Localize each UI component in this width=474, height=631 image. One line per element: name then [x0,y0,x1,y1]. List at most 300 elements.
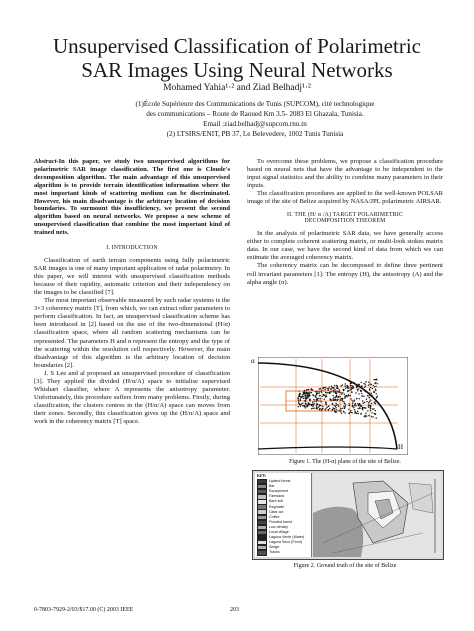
scatter-point [313,399,314,400]
scatter-point [370,410,371,411]
scatter-point [321,392,322,393]
scatter-point [347,385,348,386]
scatter-point [365,386,366,387]
scatter-point [359,398,360,399]
scatter-point [319,395,320,396]
scatter-point [377,395,378,396]
scatter-point [367,395,368,396]
scatter-point [365,415,366,416]
scatter-point [313,403,314,404]
scatter-point [313,407,314,408]
scatter-point [306,406,307,407]
scatter-point [339,389,340,390]
scatter-point [303,398,304,399]
scatter-point [365,381,366,382]
scatter-point [316,405,317,406]
scatter-point [375,414,376,415]
scatter-point [336,407,337,408]
scatter-point [350,398,351,399]
scatter-point [372,408,373,409]
scatter-point [317,398,318,399]
scatter-point [352,401,353,402]
scatter-point [374,402,375,403]
scatter-point [347,387,348,388]
decomposition-body [247,230,443,286]
legend-label: Bare soil [269,499,283,504]
scatter-point [361,395,362,396]
scatter-point [325,389,326,390]
scatter-point [369,397,370,398]
scatter-point [357,389,358,390]
scatter-point [353,400,354,401]
scatter-point [357,411,358,412]
scatter-point [326,396,327,397]
scatter-point [345,388,346,389]
scatter-point [328,409,329,410]
scatter-point [308,396,309,397]
scatter-point [362,409,363,410]
scatter-point [325,387,326,388]
scatter-point [322,408,323,409]
scatter-point [335,393,336,394]
scatter-point [356,398,357,399]
abstract-text: In this paper, we study two unsupervised algorithms for polarimetric SAR image classification. The first one is Cloude's decomposition algorithm. The main advantage of this unsupervised algorithm is to provide terrain identification information where the most important kinds of scattering medium can be discriminated. However, his main disadvantage is the arbitrary location of decision boundaries. To surmount this insufficiency, we present the second algorithm based on neural networks. We propose a new scheme of unsupervised classification that combine the most important kind of trained nets. [34,158,230,237]
legend-item [255,550,311,555]
scatter-point [355,392,356,393]
scatter-point [341,393,342,394]
scatter-point [366,401,367,402]
legend-label: Sedge [269,545,280,550]
scatter-point [363,383,364,384]
scatter-point [312,406,313,407]
scatter-point [375,410,376,411]
scatter-point [341,398,342,399]
scatter-point [328,406,329,407]
scatter-point [345,406,346,407]
scatter-point [299,396,300,397]
scatter-point [334,385,335,386]
scatter-point [363,402,364,403]
scatter-point [311,408,312,409]
scatter-point [344,408,345,409]
scatter-point [356,387,357,388]
scatter-point [316,407,317,408]
scatter-point [368,381,369,382]
intro-paragraph: J. S Lee and al proposed an unsupervised procedure of classification [3]. They applied the divided (H/α/A) space to initialise supervised Whishart classifier, where A represents the anisotropy parameter. Unfortunately, this procedure suffers from many problems. Firstly, during classification, the clusters centres in the (H/α/A) space can moves from their zones. Secondly, this classification gives up the (H/α/A) space and work in the coherency matrix [T] space. [34,369,230,425]
scatter-point [333,397,334,398]
scatter-point [361,382,362,383]
scatter-point [305,407,306,408]
scatter-point [311,392,312,393]
scatter-point [305,403,306,404]
abstract [34,158,230,237]
scatter-point [307,389,308,390]
right-paragraph: To overcome these problems, we propose a classification procedure based on neural nets that have the advantage to be independent to the input signal statistics and the ability to combine many parameters in their inputs. [247,158,443,190]
paper-title-line-1: Unsupervised Classification of Polarimetric [52,34,421,58]
scatter-point [375,386,376,387]
scatter-point [375,389,376,390]
scatter-point [309,403,310,404]
scatter-point [302,405,303,406]
scatter-point [367,410,368,411]
figure-2-caption: Figure 2. Ground truth of the site of Belize [293,563,397,569]
paper-title-line-2: SAR Images Using Neural Networks [81,58,393,82]
right-column [247,158,443,287]
scatter-point [333,395,334,396]
legend-key-title: KEY: [257,474,267,478]
scatter-point [305,395,306,396]
affiliation-email: Email :ziad.belhadj@supcom.rnu.tn [203,120,307,128]
scatter-point [352,403,353,404]
scatter-point [343,406,344,407]
scatter-point [335,397,336,398]
scatter-point [349,390,350,391]
scatter-point [336,404,337,405]
scatter-point [368,406,369,407]
scatter-point [366,399,367,400]
scatter-point [373,408,374,409]
scatter-point [351,400,352,401]
y-axis-label: α [251,357,255,365]
scatter-point [346,395,347,396]
scatter-point [337,404,338,405]
scatter-point [344,397,345,398]
scatter-point [338,406,339,407]
legend-label: Bar [269,484,275,489]
scatter-point [342,384,343,385]
scatter-point [325,392,326,393]
scatter-point [309,399,310,400]
scatter-point [338,392,339,393]
scatter-point [359,408,360,409]
scatter-point [332,409,333,410]
scatter-point [351,389,352,390]
scatter-point [365,384,366,385]
scatter-point [363,396,364,397]
scatter-point [332,404,333,405]
scatter-point [336,387,337,388]
scatter-point [327,388,328,389]
scatter-point [345,383,346,384]
scatter-point [302,394,303,395]
scatter-point [348,409,349,410]
scatter-point [326,402,327,403]
scatter-point [331,388,332,389]
legend-label: Regrowth [269,504,285,509]
figure-1-h-alpha-plane [251,357,408,455]
scatter-point [351,392,352,393]
scatter-point [350,410,351,411]
scatter-point [309,393,310,394]
scatter-point [327,407,328,408]
scatter-point [344,412,345,413]
section-heading-decomposition: II. THE (H/ α /A) TARGET POLARIMETRIC [286,212,404,219]
x-axis-label: H [398,443,404,451]
scatter-point [299,394,300,395]
scatter-point [355,405,356,406]
scatter-point [343,401,344,402]
scatter-point [354,411,355,412]
page-number: 203 [230,607,239,613]
scatter-point [336,391,337,392]
scatter-point [354,409,355,410]
scatter-point [299,404,300,405]
scatter-point [348,395,349,396]
scatter-point [325,395,326,396]
scatter-point [336,395,337,396]
scatter-point [369,401,370,402]
intro-paragraph: The most important observable measured by such radar systems is the 3×3 coherency matrix [T], from which, we can extract other parameters to perform classification. In fact, an unsupervised classification scheme has been introduced in [2] based on the use of the two-dimensional (H/α) classification space, where all random scattering mechanisms can be represented. The parameters H and α represent the entropy and the type of the scattering within the resolution cell respectively. However, the main disadvantage of this algorithm is the arbitrary location of decision boundaries [2]. [34,297,230,369]
scatter-point [373,379,374,380]
scatter-point [374,413,375,414]
legend-label: Coffee [269,514,280,519]
scatter-point [344,385,345,386]
scatter-point [354,404,355,405]
scatter-point [312,402,313,403]
scatter-point [319,405,320,406]
scatter-point [361,390,362,391]
scatter-point [330,399,331,400]
scatter-point [320,388,321,389]
legend-label: Laguna Verde (Water) [269,535,305,540]
scatter-point [370,408,371,409]
scatter-point [330,388,331,389]
scatter-point [370,387,371,388]
legend-label: Low density [269,524,288,529]
scatter-point [319,388,320,389]
scatter-point [349,412,350,413]
scatter-point [298,401,299,402]
scatter-point [345,405,346,406]
scatter-point [335,399,336,400]
scatter-point [371,403,372,404]
legend-label: Escarpment [269,489,289,494]
scatter-point [350,395,351,396]
scatter-point [376,393,377,394]
scatter-point [358,388,359,389]
scatter-point [311,404,312,405]
scatter-point [328,388,329,389]
scatter-point [342,408,343,409]
scatter-point [315,395,316,396]
scatter-point [316,399,317,400]
scatter-point [372,388,373,389]
scatter-point [359,404,360,405]
scatter-point [342,392,343,393]
scatter-point [375,379,376,380]
affiliation-line-2: des communications – Route de Raoued Km 3.5- 2083 El Ghazala, Tunisia. [146,110,364,118]
scatter-point [316,401,317,402]
scatter-point [352,406,353,407]
legend-label: Farmland [269,494,285,499]
scatter-point [373,385,374,386]
h-alpha-plot [258,357,408,455]
scatter-point [325,408,326,409]
scatter-point [305,398,306,399]
scatter-point [316,393,317,394]
scatter-point [300,406,301,407]
legend-panel [255,473,312,557]
scatter-point [298,400,299,401]
affiliation-line-1: (1)École Supérieure des Communications de Tunis (SUPCOM), cité technologique [135,100,375,108]
scatter-point [357,390,358,391]
decomposition-paragraph: The coherency matrix can be decomposed to define three pertinent roll invariant parameters [1]: The entropy (H), the anisotropy (A) and the alpha angle (α). [247,262,443,286]
legend-list [255,479,311,555]
scatter-point [343,411,344,412]
legend-label: Flooded forest [269,519,292,524]
legend-label: Clear cut [269,509,284,514]
scatter-point [304,405,305,406]
scatter-point [353,407,354,408]
scatter-point [303,393,304,394]
scatter-point [361,385,362,386]
scatter-point [376,417,377,418]
scatter-point [348,390,349,391]
scatter-point [331,386,332,387]
scatter-point [340,408,341,409]
scatter-point [303,391,304,392]
section-heading-introduction: I. INTRODUCTION [106,245,158,252]
scatter-point [300,398,301,399]
decomposition-paragraph: In the analysis of polarimetric SAR data, we have generally access either to complete coherent scattering matrix, or multi-look stokes matrix data. In our case, we have the second kind of data from which we can estimate the averaged coherency matrix. [247,230,443,262]
scatter-point [370,407,371,408]
scatter-point [353,386,354,387]
scatter-point [368,405,369,406]
scatter-point [337,399,338,400]
scatter-point [327,392,328,393]
scatter-point [336,412,337,413]
scatter-point [341,385,342,386]
scatter-point [372,416,373,417]
scatter-point [371,384,372,385]
scatter-point [336,409,337,410]
scatter-point [313,395,314,396]
scatter-point [374,383,375,384]
scatter-point [348,403,349,404]
scatter-point [315,397,316,398]
scatter-point [357,408,358,409]
intro-paragraph: Classification of earth terrain components using fully polarimetric SAR images is one of many important application of radar polarimetry. In this paper, we will interest with unsupervised classification methods because of their rapidity, automatic criterion and their independency on the images to be classified [7]. [34,257,230,297]
legend-label: Laguna Seco (Pond) [269,540,302,545]
footer-copyright: 0-7803-7929-2/03/$17.00 (C) 2003 IEEE [34,607,134,613]
scatter-point [335,406,336,407]
scatter-point [374,386,375,387]
scatter-point [364,387,365,388]
right-paragraph: The classification procedures are applied to the well-known POLSAR image of the site of Belize acquired by NASA/JPL polarimetric AIRSAR. [247,190,443,206]
legend-swatch [257,550,267,555]
scatter-point [301,396,302,397]
scatter-point [347,396,348,397]
scatter-point [318,392,319,393]
scatter-point [308,392,309,393]
scatter-point [364,407,365,408]
scatter-point [330,391,331,392]
scatter-point [324,387,325,388]
scatter-point [335,403,336,404]
scatter-point [322,406,323,407]
scatter-point [368,402,369,403]
scatter-point [371,416,372,417]
scatter-point [358,413,359,414]
scatter-point [312,389,313,390]
scatter-point [307,395,308,396]
scatter-point [326,404,327,405]
scatter-point [342,400,343,401]
scatter-point [309,392,310,393]
figure-1-caption: Figure 1. The (H-α) plane of the site of Belize. [289,459,401,465]
scatter-point [317,404,318,405]
scatter-point [337,388,338,389]
scatter-point [344,394,345,395]
scatter-point [332,398,333,399]
scatter-point [362,400,363,401]
scatter-point [333,405,334,406]
scatter-point [360,413,361,414]
scatter-point [329,408,330,409]
legend-label: Upland forest [269,479,291,484]
scatter-point [358,405,359,406]
scatter-point [375,403,376,404]
scatter-point [377,383,378,384]
section-heading-decomposition-line-2: DECOMPOSITION THEOREM [304,218,386,225]
scatter-point [324,399,325,400]
scatter-point [375,390,376,391]
scatter-point [343,389,344,390]
scatter-point [352,412,353,413]
legend-label: Tracks [269,550,280,555]
scatter-point [344,403,345,404]
right-intro-body [247,158,443,206]
scatter-point [329,386,330,387]
scatter-point [308,404,309,405]
scatter-point [318,406,319,407]
scatter-point [368,415,369,416]
scatter-point [376,379,377,380]
scatter-point [354,412,355,413]
abstract-label: Abstract- [34,158,59,165]
scatter-point [370,400,371,401]
scatter-point [357,403,358,404]
scatter-point [334,408,335,409]
scatter-point [361,393,362,394]
scatter-point [364,402,365,403]
scatter-point [341,413,342,414]
scatter-point [311,388,312,389]
scatter-point [349,405,350,406]
scatter-point [350,387,351,388]
scatter-point [368,385,369,386]
scatter-point [366,415,367,416]
scatter-point [329,392,330,393]
scatter-point [362,407,363,408]
scatter-point [365,413,366,414]
scatter-point [369,383,370,384]
scatter-point [340,392,341,393]
scatter-point [371,393,372,394]
ground-truth-map [313,473,441,557]
scatter-point [371,412,372,413]
scatter-point [352,388,353,389]
affiliation-line-3: (2) LTSIRS/ENIT, PB 37, Le Belevedere, 1002 Tunis Tunisia [166,130,344,138]
scatter-point [359,384,360,385]
scatter-point [338,396,339,397]
scatter-point [298,406,299,407]
scatter-point [302,403,303,404]
scatter-point [376,397,377,398]
scatter-point [350,385,351,386]
scatter-point [319,398,320,399]
scatter-point [324,409,325,410]
